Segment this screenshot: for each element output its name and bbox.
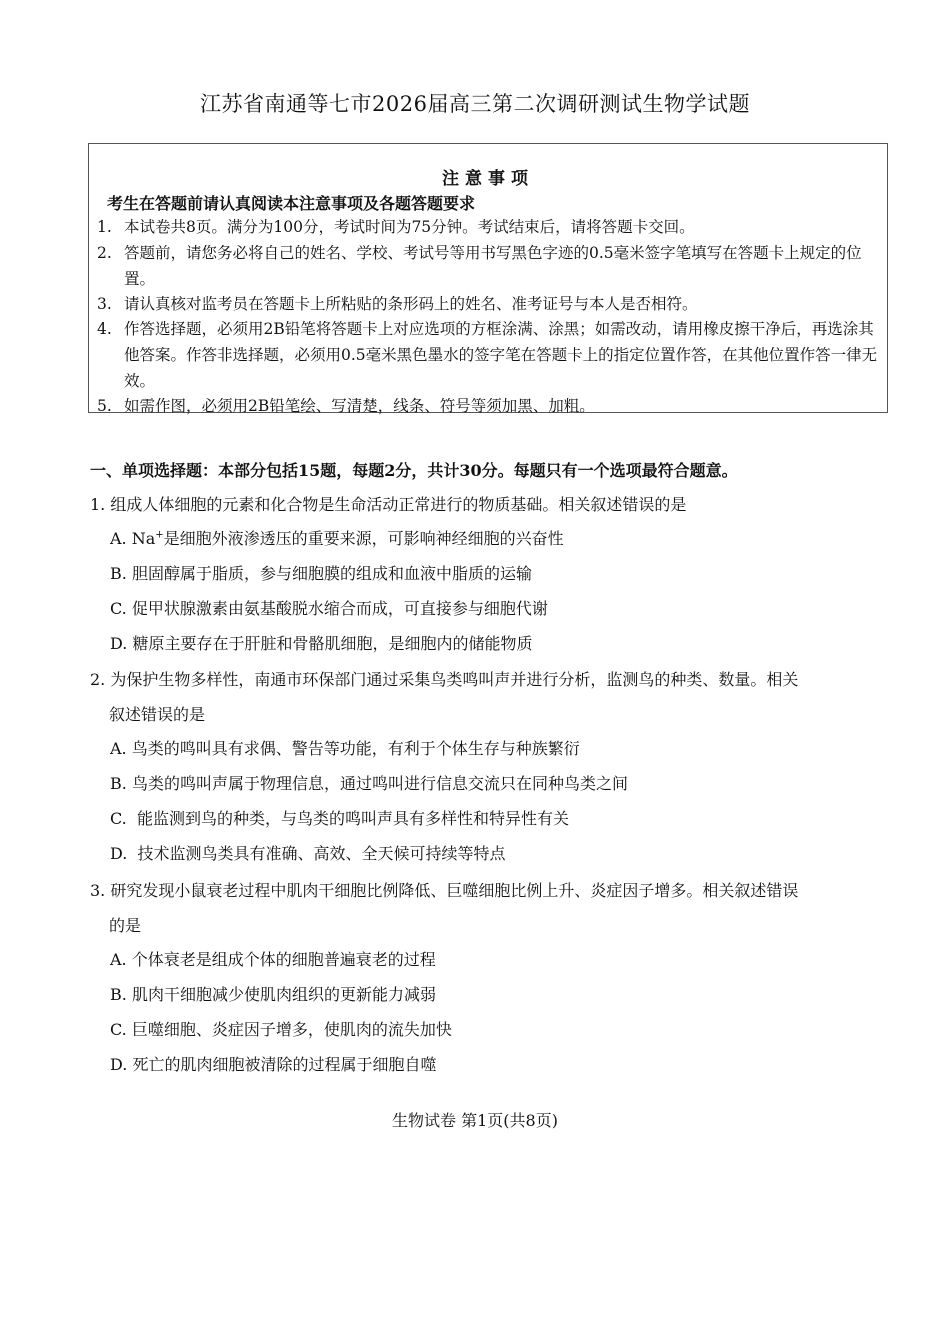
notice-box: [88, 143, 888, 413]
question-stem: [90, 487, 880, 522]
option-c: [110, 807, 870, 831]
notice-item: [97, 316, 887, 394]
page-footer: 生物试卷 第1页(共8页): [392, 1111, 558, 1130]
notice-item-number: 5.: [97, 397, 112, 415]
notice-item-text: 本试卷共8页。满分为100分，考试时间为75分钟。考试结束后，请将答题卡交回。: [124, 218, 695, 236]
option-b: [110, 772, 870, 796]
option-c: [110, 1018, 870, 1042]
option-label: D.: [110, 1055, 133, 1074]
option-c: [110, 597, 870, 621]
option-label: A.: [110, 529, 132, 548]
option-text: 个体衰老是组成个体的细胞普遍衰老的过程: [131, 950, 436, 969]
notice-item-text: 请认真核对监考员在答题卡上所粘贴的条形码上的姓名、准考证号与本人是否相符。: [124, 295, 698, 313]
option-a: [110, 948, 870, 972]
notice-item-number: 4.: [97, 320, 112, 338]
option-text: 鸟类的鸣叫具有求偶、警告等功能，有利于个体生存与种族繁衍: [131, 739, 580, 758]
option-label: B.: [110, 985, 132, 1004]
option-a: [110, 737, 870, 761]
option-formula: Na: [131, 529, 156, 548]
option-label: D.: [110, 634, 133, 653]
option-label: D.: [110, 844, 138, 863]
option-label: C.: [110, 1020, 132, 1039]
notice-subheading: 考生在答题前请认真阅读本注意事项及各题答题要求: [107, 194, 476, 213]
notice-item-text: 如需作图，必须用2B铅笔绘、写清楚，线条、符号等须加黑、加粗。: [124, 397, 595, 415]
question-stem: [90, 662, 880, 732]
notice-item: [97, 240, 887, 292]
question-stem-line: 1. 组成人体细胞的元素和化合物是生命活动正常进行的物质基础。相关叙述错误的是: [90, 495, 687, 514]
notice-item: [97, 291, 887, 317]
option-d: [110, 632, 870, 656]
option-text: 鸟类的鸣叫声属于物理信息，通过鸣叫进行信息交流只在同种鸟类之间: [131, 774, 628, 793]
question-stem-line: 的是: [109, 916, 142, 935]
question-stem-line: 3. 研究发现小鼠衰老过程中肌肉干细胞比例降低、巨噬细胞比例上升、炎症因子增多。相关叙述错误: [90, 881, 799, 900]
question-stem: [90, 873, 880, 943]
option-text: 促甲状腺激素由氨基酸脱水缩合而成，可直接参与细胞代谢: [131, 599, 548, 618]
notice-heading: 注意事项: [442, 169, 534, 189]
option-label: C.: [110, 809, 137, 828]
option-b: [110, 562, 870, 586]
notice-item: [97, 214, 887, 240]
option-text: 技术监测鸟类具有准确、高效、全天候可持续等特点: [137, 844, 506, 863]
option-text: 肌肉干细胞减少使肌肉组织的更新能力减弱: [131, 985, 436, 1004]
option-label: A.: [110, 739, 132, 758]
option-b: [110, 983, 870, 1007]
option-text: 能监测到鸟的种类，与鸟类的鸣叫声具有多样性和特异性有关: [136, 809, 569, 828]
option-label: B.: [110, 564, 132, 583]
option-text: 死亡的肌肉细胞被清除的过程属于细胞自噬: [132, 1055, 437, 1074]
section-heading: 一、单项选择题：本部分包括15题，每题2分，共计30分。每题只有一个选项最符合题意。: [90, 461, 738, 480]
notice-item-text: 答题前，请您务必将自己的姓名、学校、考试号等用书写黑色字迹的0.5毫米签字笔填写在答题卡上规定的位置。: [124, 244, 862, 288]
notice-item: [97, 393, 887, 419]
question-stem-line: 叙述错误的是: [109, 705, 206, 724]
option-label: B.: [110, 774, 132, 793]
option-text: 糖原主要存在于肝脏和骨骼肌细胞，是细胞内的储能物质: [132, 634, 533, 653]
option-d: [110, 842, 870, 866]
notice-item-number: 1.: [97, 218, 112, 236]
option-label: C.: [110, 599, 132, 618]
option-label: A.: [110, 950, 132, 969]
notice-item-text: 作答选择题，必须用2B铅笔将答题卡上对应选项的方框涂满、涂黑；如需改动，请用橡皮擦干净后，再选涂其他答案。作答非选择题，必须用0.5毫米黑色墨水的签字笔在答题卡上的指定位置作答，在其他位置作答一律无效。: [124, 320, 878, 390]
notice-item-number: 2.: [97, 244, 112, 262]
option-text: 是细胞外液渗透压的重要来源，可影响神经细胞的兴奋性: [163, 529, 564, 548]
option-text: 胆固醇属于脂质，参与细胞膜的组成和血液中脂质的运输: [131, 564, 532, 583]
option-a: [110, 527, 870, 551]
notice-item-number: 3.: [97, 295, 112, 313]
page-title: 江苏省南通等七市2026届高三第二次调研测试生物学试题: [200, 92, 750, 116]
question-stem-line: 2. 为保护生物多样性，南通市环保部门通过采集鸟类鸣叫声并进行分析，监测鸟的种类、数量。相关: [90, 670, 799, 689]
option-superscript: +: [155, 529, 164, 541]
option-d: [110, 1053, 870, 1077]
option-text: 巨噬细胞、炎症因子增多，使肌肉的流失加快: [131, 1020, 452, 1039]
